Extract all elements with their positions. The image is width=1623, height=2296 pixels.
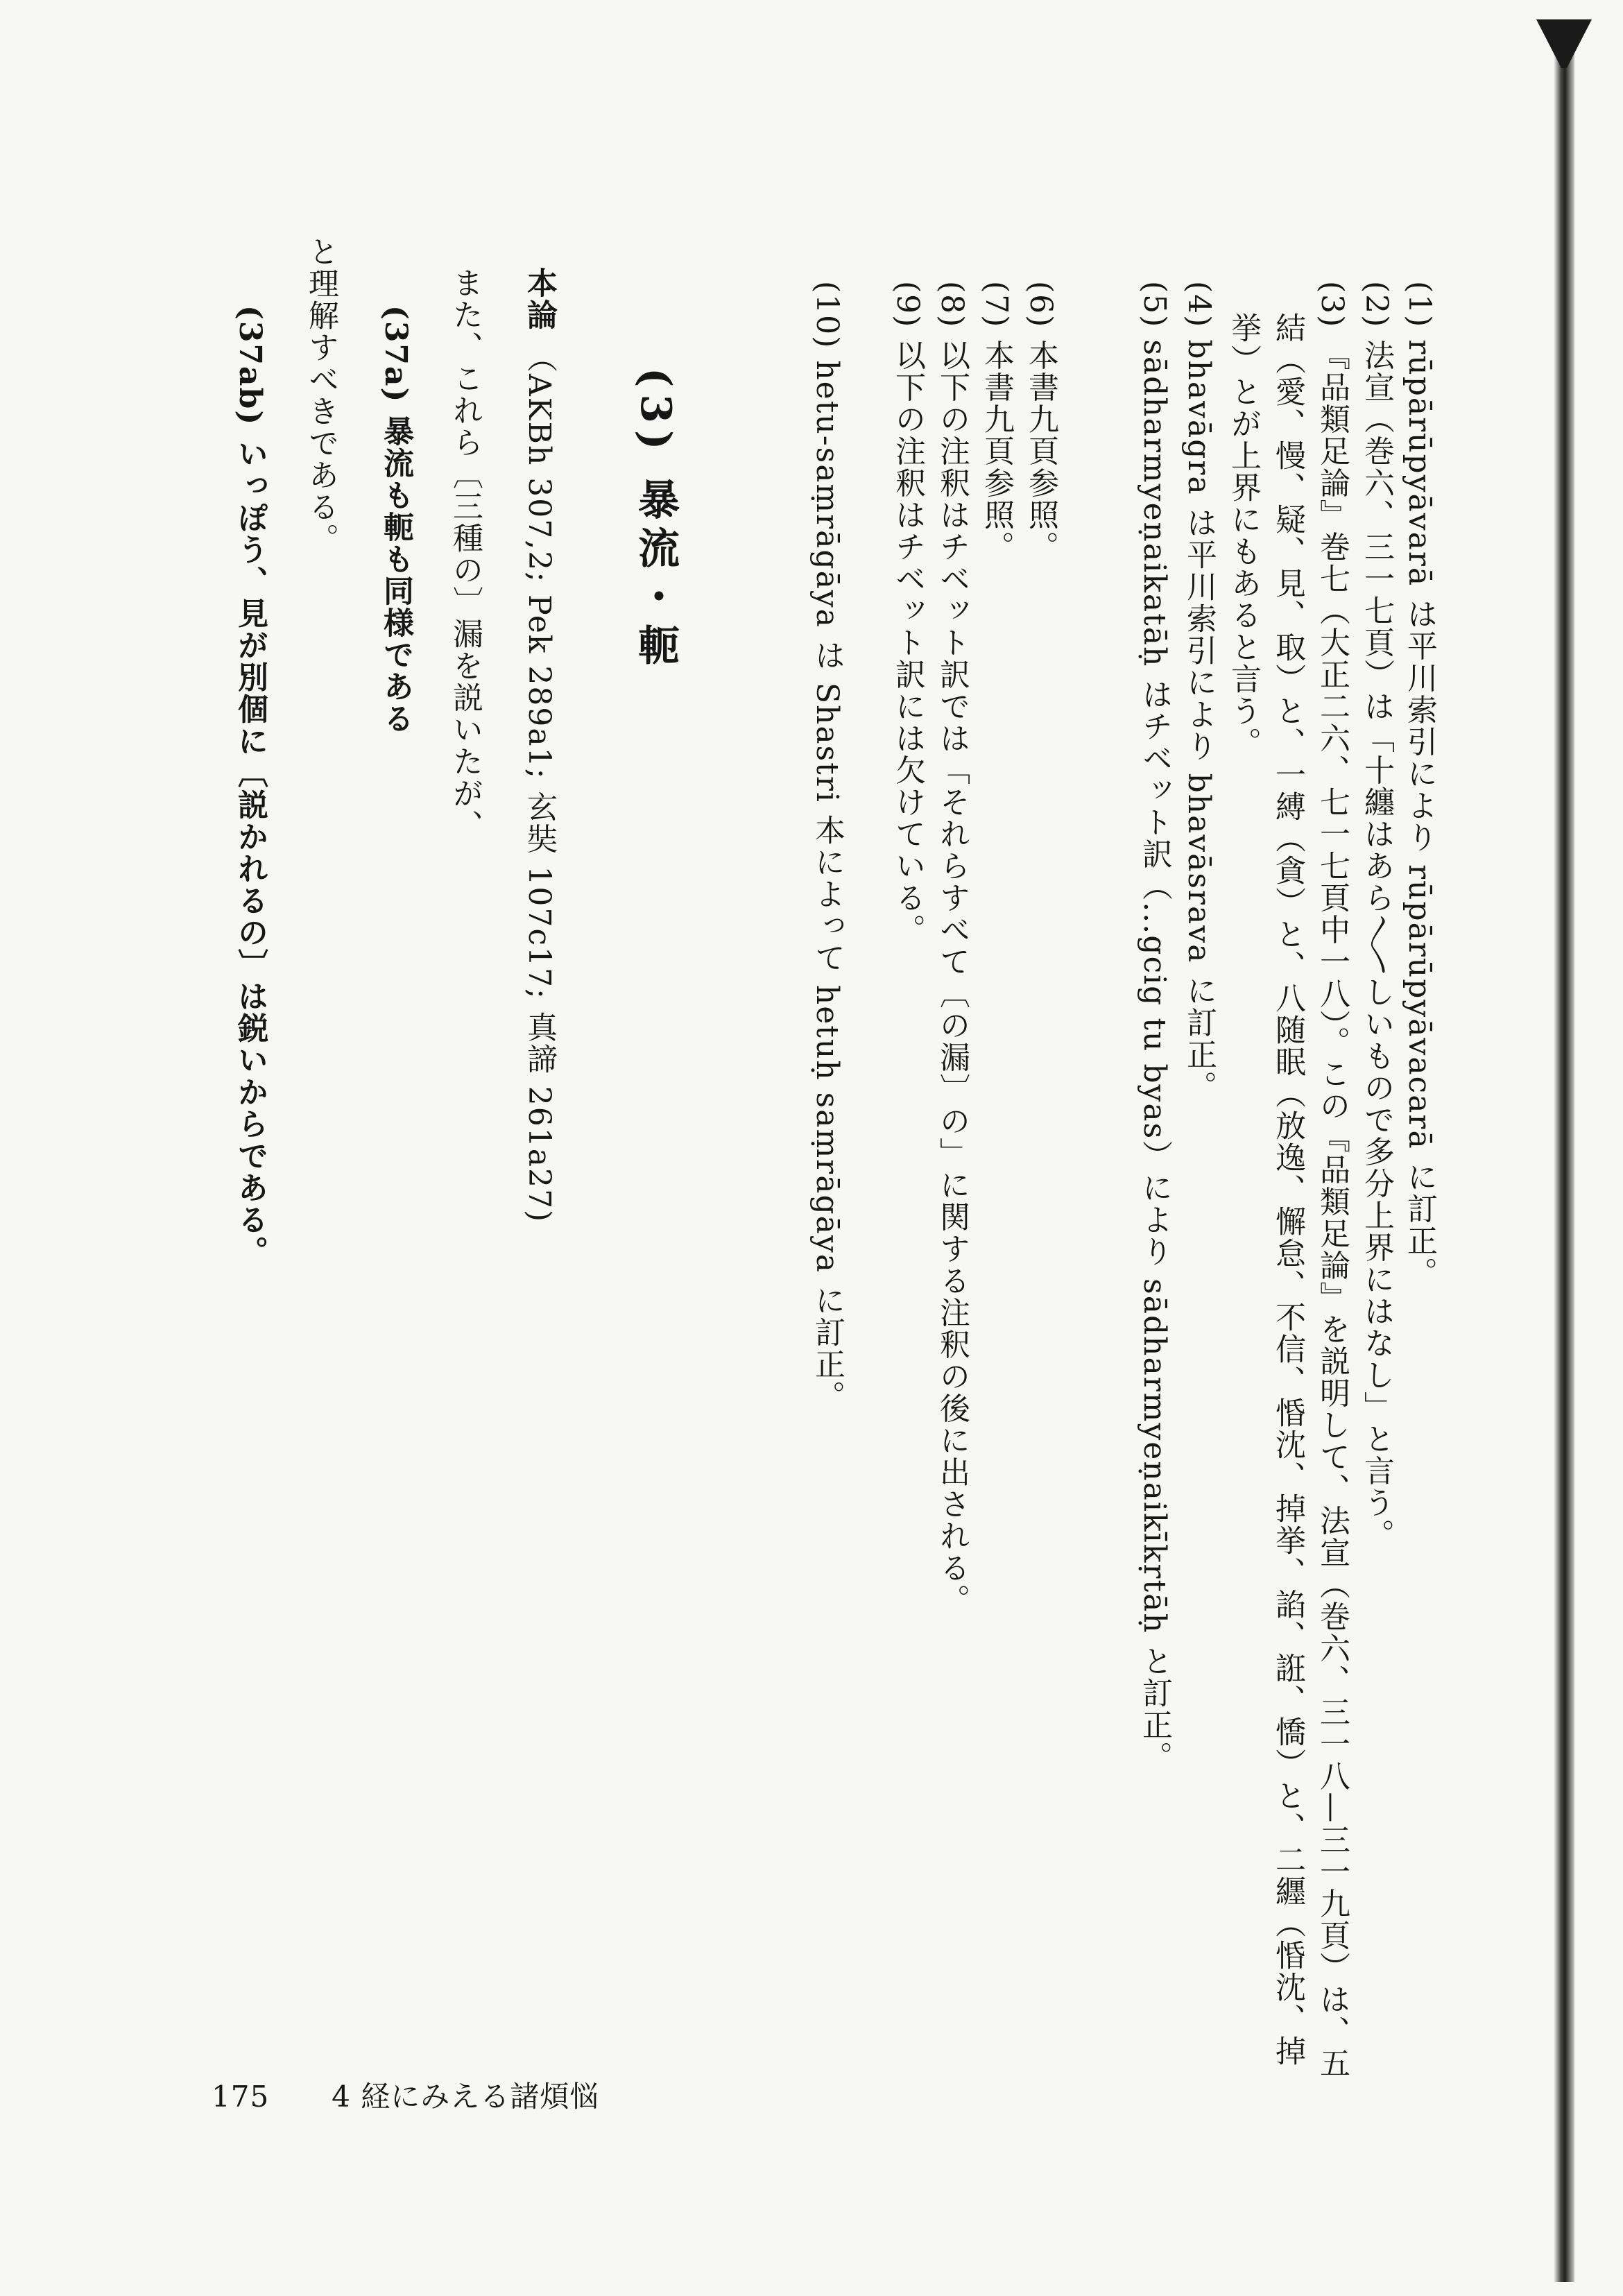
note-number: (1)	[1402, 281, 1437, 329]
note-number: (6)	[1023, 281, 1058, 329]
note-text: bhavāgra は平川索引により bhavāsrava に訂正。	[1181, 339, 1217, 1103]
note-text: 本書九頁参照。	[1023, 339, 1058, 563]
note-text: rūpārūpyāvarā は平川索引により rūpārūpyāvacarā に訂正。	[1402, 339, 1437, 1289]
note-3-continuation-1: 結（愛、慢、疑、見、取）と、一縛（貪）と、八随眠（放逸、懈怠、不信、惛沈、掉挙、諂、誑、憍）と、二纒（惛沈、掉	[1270, 312, 1305, 2067]
note-text: hetu-saṃrāgāya は Shastri 本によって hetuḥ saṃrāgāya に訂正。	[809, 360, 845, 1412]
note-number: (4)	[1181, 281, 1217, 329]
note-5	[1137, 281, 1172, 1773]
chapter-title: 4 経にみえる諸煩悩	[332, 2080, 600, 2114]
note-number: (5)	[1137, 281, 1172, 329]
note-10	[809, 281, 845, 1412]
ref-label: 本論	[522, 267, 557, 331]
page-edge-shadow	[1554, 21, 1574, 2282]
note-text: 以下の注釈はチベット訳では「それらすべて〔の漏〕の」に関する注釈の後に出される。	[934, 339, 970, 1616]
note-6	[1025, 281, 1056, 563]
section-heading: (3) 暴流・軛	[631, 368, 680, 673]
note-2	[1359, 281, 1394, 1551]
note-number: (7)	[979, 281, 1014, 329]
note-text: 『品類足論』巻七（大正二六、七一七頁中一八）。この『品類足論』を説明して、法宣（巻六、三一八—三一九頁）は、五	[1314, 339, 1350, 2080]
note-text: 法宣（巻六、三一七頁）は「十纏はあら〳〵しいもので多分上界にはなし」と言う。	[1359, 339, 1394, 1551]
note-3	[1314, 281, 1350, 2080]
note-text: sādharmyeṇaikatāḥ はチベット訳（...gcig tu byas）により sādharmyeṇaikīkṛtāḥ と訂正。	[1137, 339, 1172, 1773]
note-8	[934, 281, 970, 1616]
note-3-continuation-2: 挙）とが上界にもあると言う。	[1226, 312, 1261, 759]
page-footer	[212, 2074, 599, 2116]
page-number: 175	[212, 2080, 270, 2114]
main-text-line-1: また、これら〔三種の〕漏を説いたが、	[447, 267, 483, 841]
note-text: 本書九頁参照。	[979, 339, 1014, 563]
note-number: (8)	[934, 281, 970, 329]
note-7	[979, 281, 1014, 563]
page-edge-cap	[1536, 19, 1592, 68]
note-1	[1402, 281, 1437, 1289]
note-9	[890, 281, 925, 946]
note-number: (2)	[1359, 281, 1394, 329]
main-text-line-2: と理解すべきである。	[303, 236, 338, 555]
note-number: (9)	[890, 281, 925, 329]
note-number: (3)	[1314, 281, 1350, 329]
source-reference	[522, 267, 557, 1224]
verse-37a: (37a) 暴流も軛も同様である	[378, 305, 413, 735]
note-text: 以下の注釈はチベット訳には欠けている。	[890, 339, 925, 946]
note-number: (10)	[809, 281, 845, 350]
note-4	[1181, 281, 1217, 1103]
ref-text: （AKBh 307,2; Pek 289a1; 玄奘 107c17; 真諦 261a27)	[522, 342, 557, 1224]
verse-37ab: (37ab) いっぽう、見が別個に〔説かれるの〕は鋭いからである。	[232, 305, 268, 1268]
